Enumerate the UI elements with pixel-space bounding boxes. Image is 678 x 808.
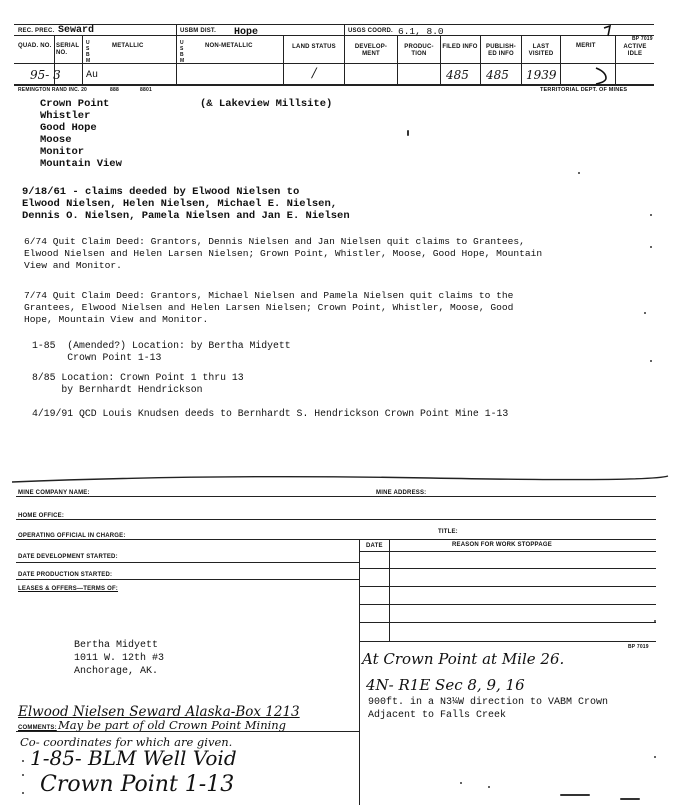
leases-offers-label: LEASES & OFFERS—TERMS OF: bbox=[18, 586, 119, 592]
comments-label: COMMENTS: bbox=[18, 725, 57, 731]
handwritten-comment-3: 1-85- BLM Well Void bbox=[30, 746, 237, 770]
bracket-mark-icon bbox=[592, 64, 616, 86]
date-header-rule bbox=[359, 551, 656, 552]
claim-item: Whistler bbox=[40, 110, 91, 122]
claim-item: Monitor bbox=[40, 146, 85, 158]
date-column-divider bbox=[389, 539, 390, 641]
paragraph-4-19-91-qcd: 4/19/91 QCD Louis Knudsen deeds to Bernhardt S. Hendrickson Crown Point Mine 1-13 bbox=[32, 408, 509, 419]
stray-mark bbox=[650, 246, 652, 248]
usgs-coord-value: 6.1, 8.0 bbox=[398, 26, 444, 37]
col-sep bbox=[176, 24, 177, 84]
form-number: BP 7019 bbox=[632, 36, 653, 42]
quad-no-label: QUAD. NO. bbox=[18, 43, 52, 49]
mine-company-name-label: MINE COMPANY NAME: bbox=[18, 490, 90, 496]
usgs-coord-label: USGS COORD. bbox=[348, 28, 393, 34]
claim-item: Moose bbox=[40, 134, 72, 146]
production-label: PRODUC-TION bbox=[404, 44, 434, 57]
land-status-label: LAND STATUS bbox=[292, 44, 336, 50]
stoppage-rule bbox=[359, 604, 656, 605]
printer-line: REMINGTON RAND INC. 20 bbox=[18, 87, 88, 93]
operating-official-label: OPERATING OFFICIAL IN CHARGE: bbox=[18, 533, 126, 539]
handwritten-location-2: 4N- R1E Sec 8, 9, 16 bbox=[366, 676, 525, 694]
home-office-rule bbox=[16, 519, 656, 520]
filed-info-label: FILED INFO bbox=[442, 44, 478, 50]
date-prod-started-label: DATE PRODUCTION STARTED: bbox=[18, 572, 113, 578]
col-sep bbox=[560, 36, 561, 84]
stray-mark bbox=[407, 130, 409, 136]
merit-label: MERIT bbox=[576, 43, 596, 49]
mine-address-label: MINE ADDRESS: bbox=[376, 490, 427, 496]
stoppage-rule bbox=[359, 622, 656, 623]
col-sep bbox=[521, 36, 522, 84]
usbm-letters-2: U S B M bbox=[180, 40, 185, 64]
paragraph-7-74-quit-claim: 7/74 Quit Claim Deed: Grantors, Michael Nielsen and Pamela Nielsen quit claims to the Grantees, Elwood Nielsen and Helen Larsen Nielsen; Crown Point, Whistler, Moose, Good Hope, Mountain View and Monitor. bbox=[24, 290, 514, 325]
card-edge-curve bbox=[10, 470, 670, 490]
lakeview-note: (& Lakeview Millsite) bbox=[200, 98, 333, 110]
handwritten-location-1: At Crown Point at Mile 26. bbox=[362, 650, 565, 668]
stray-mark bbox=[488, 786, 490, 788]
operating-official-rule bbox=[16, 539, 656, 540]
right-column-divider bbox=[359, 539, 360, 805]
col-sep bbox=[440, 36, 441, 84]
stray-mark bbox=[578, 172, 580, 174]
handwritten-comment-4: Crown Point 1-13 bbox=[40, 772, 235, 797]
stray-mark bbox=[460, 782, 462, 784]
reason-stoppage-label: REASON FOR WORK STOPPAGE bbox=[452, 542, 552, 548]
mine-company-rule bbox=[16, 496, 656, 497]
header-top-rule bbox=[14, 24, 654, 25]
address-name: Bertha Midyett bbox=[74, 640, 159, 651]
printer-code-2: 8801 bbox=[140, 87, 152, 93]
stray-mark bbox=[654, 620, 656, 622]
stray-mark bbox=[650, 214, 652, 216]
handwritten-comment-1: May be part of old Crown Point Mining bbox=[58, 718, 287, 732]
stray-mark bbox=[22, 792, 24, 794]
stray-mark bbox=[560, 794, 590, 796]
quad-serial-value: 95- 3 bbox=[30, 68, 61, 82]
col-sep bbox=[480, 36, 481, 84]
home-office-label: HOME OFFICE: bbox=[18, 513, 65, 519]
col-sep bbox=[344, 24, 345, 84]
printer-code-1: 888 bbox=[110, 87, 119, 93]
paragraph-8-85-location: 8/85 Location: Crown Point 1 thru 13 by Bernhardt Hendrickson bbox=[32, 372, 244, 395]
date-prod-rule bbox=[16, 579, 359, 580]
date-dev-rule bbox=[16, 562, 359, 563]
usbm-letters: U S B M bbox=[86, 40, 91, 64]
header-rule bbox=[14, 35, 654, 36]
active-idle-label: ACTIVE IDLE bbox=[623, 44, 647, 57]
stray-mark bbox=[22, 760, 24, 762]
development-label: DEVELOP-MENT bbox=[354, 44, 388, 57]
stray-mark bbox=[654, 756, 656, 758]
handwritten-comment-2: Co- coordinates for which are given. bbox=[20, 735, 233, 749]
address-city: Anchorage, AK. bbox=[74, 666, 159, 677]
rec-prec-value: Seward bbox=[58, 25, 95, 36]
claim-item: Mountain View bbox=[40, 158, 122, 170]
address-street: 1011 W. 12th #3 bbox=[74, 653, 165, 664]
department-label: TERRITORIAL DEPT. OF MINES bbox=[540, 87, 628, 93]
paragraph-1961-deed: 9/18/61 - claims deeded by Elwood Nielsen to Elwood Nielsen, Helen Nielsen, Michael E. Nielsen, Dennis O. Nielsen, Pamela Nielsen and Jan E. Nielsen bbox=[22, 186, 350, 222]
published-info-label: PUBLISH-ED INFO bbox=[486, 44, 516, 57]
stray-mark bbox=[22, 774, 24, 776]
column-header-rule bbox=[14, 63, 654, 64]
filed-info-value: 485 bbox=[446, 68, 469, 82]
last-visited-value: 1939 bbox=[526, 68, 557, 82]
published-info-value: 485 bbox=[486, 68, 509, 82]
stray-mark bbox=[650, 360, 652, 362]
stray-mark bbox=[620, 798, 640, 800]
metallic-value: Au bbox=[86, 70, 99, 81]
serial-no-label: SERIAL NO. bbox=[56, 43, 80, 56]
paragraph-6-74-quit-claim: 6/74 Quit Claim Deed: Grantors, Dennis Nielsen and Jan Nielsen quit claims to Grantees, Elwood Nielsen and Helen Larsen Nielsen; Grown Point, Whistler, Moose, Good Hope, Mountain View and Monitor. bbox=[24, 236, 543, 271]
col-sep bbox=[82, 36, 83, 84]
metallic-label: METALLIC bbox=[112, 43, 144, 49]
non-metallic-label: NON-METALLIC bbox=[205, 43, 253, 49]
claim-item: Good Hope bbox=[40, 122, 97, 134]
date-dev-started-label: DATE DEVELOPMENT STARTED: bbox=[18, 554, 118, 560]
usbm-dist-label: USBM DIST. bbox=[180, 28, 217, 34]
claim-item: Crown Point bbox=[40, 98, 110, 110]
typed-location-line-2: Adjacent to Falls Creek bbox=[368, 710, 507, 721]
stoppage-rule bbox=[359, 641, 656, 642]
stoppage-rule bbox=[359, 568, 656, 569]
typed-location-line-1: 900ft. in a N3¼W direction to VABM Crown bbox=[368, 697, 609, 708]
stray-mark bbox=[644, 312, 646, 314]
usbm-dist-value: Hope bbox=[234, 27, 259, 38]
form-number-2: BP 7019 bbox=[628, 644, 649, 650]
rec-prec-label: REC. PREC. bbox=[18, 28, 55, 34]
date-column-label: DATE bbox=[366, 543, 383, 549]
paragraph-1-85-location: 1-85 (Amended?) Location: by Bertha Midyett Crown Point 1-13 bbox=[32, 340, 291, 363]
col-sep bbox=[397, 36, 398, 84]
last-visited-label: LAST VISITED bbox=[528, 44, 554, 57]
record-row-rule bbox=[14, 84, 654, 86]
title-label: TITLE: bbox=[438, 529, 458, 535]
handwritten-owner: Elwood Nielsen Seward Alaska-Box 1213 bbox=[18, 704, 300, 720]
stoppage-rule bbox=[359, 586, 656, 587]
check-mark-icon bbox=[600, 24, 620, 38]
col-sep bbox=[283, 36, 284, 84]
land-status-value: / bbox=[312, 66, 317, 81]
